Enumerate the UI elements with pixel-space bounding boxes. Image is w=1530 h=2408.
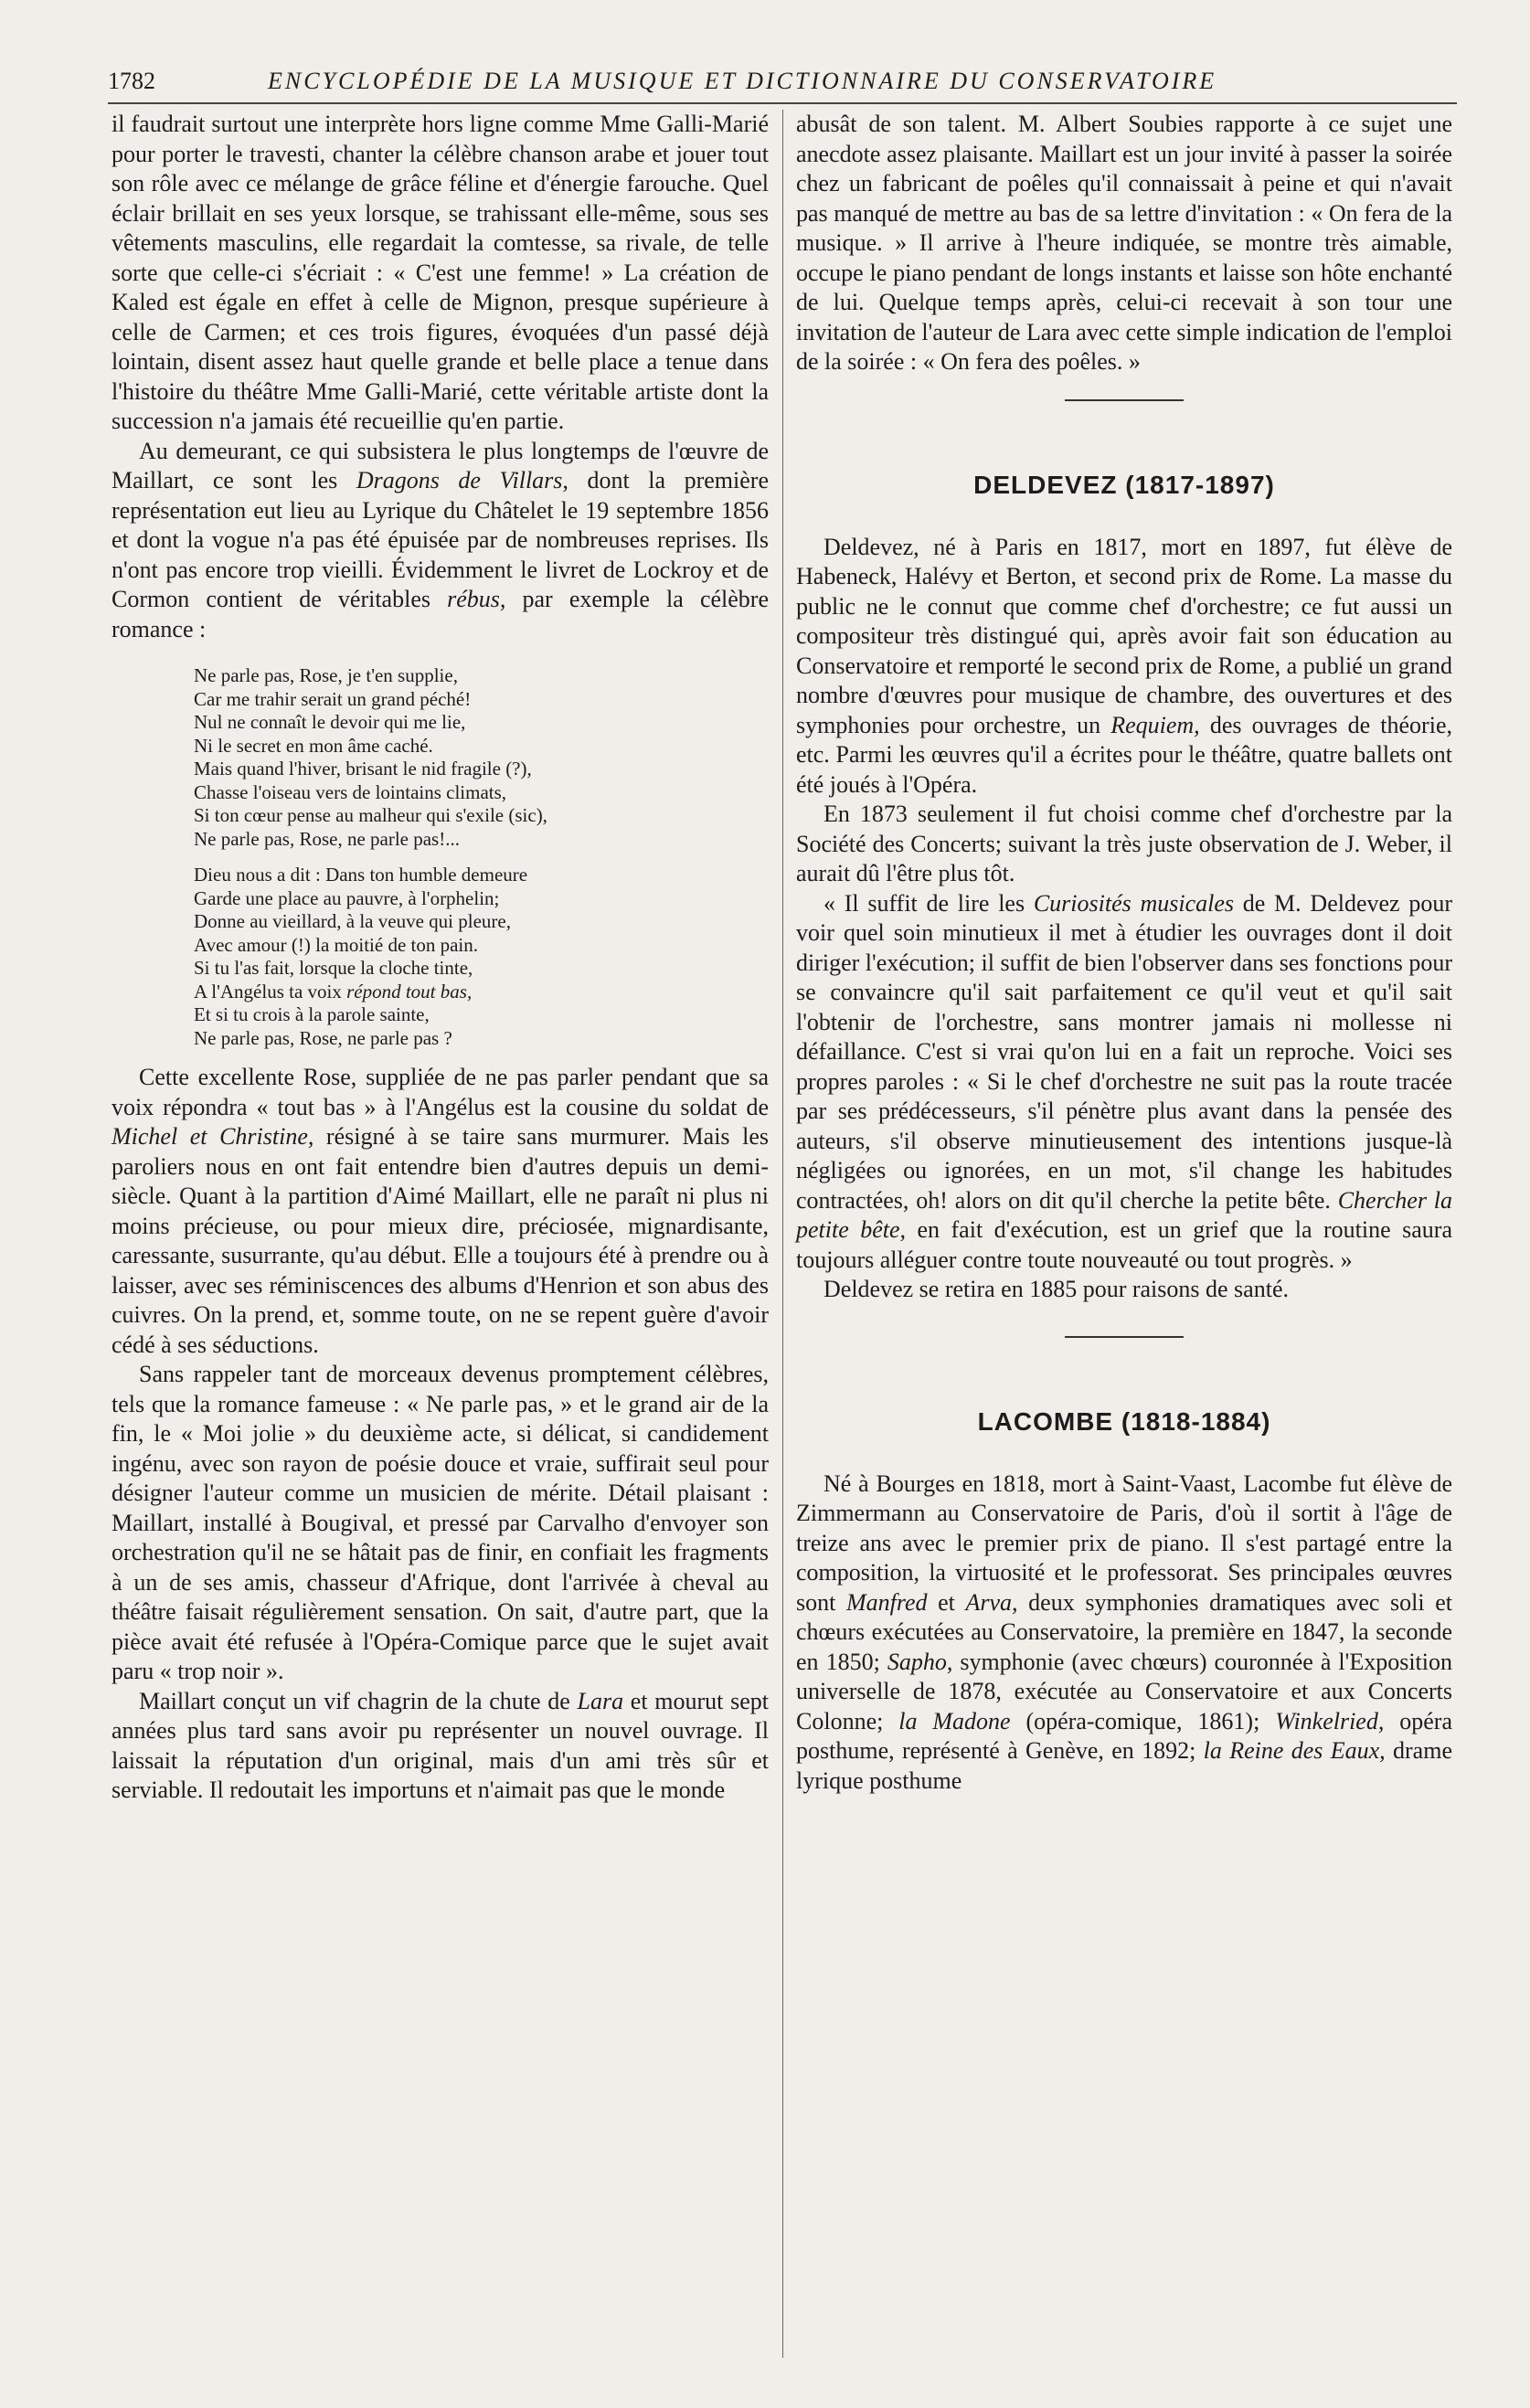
section-heading-lacombe: LACOMBE (1818-1884)	[977, 1406, 1271, 1436]
verse-line: Car me trahir serait un grand péché!	[194, 687, 472, 710]
paragraph: Sans rappeler tant de morceaux devenus promptement célèbres, tels que la romance fameuse : « Ne parle pas, » et le grand air de la fin, le « Moi jolie » du deuxième acte, si délicat, si candidement ingénu, avec son rayon de poésie douce et vraie, suffirait seul pour désigner l'auteur comme un musicien de mérite. Détail plaisant : Maillart, installé à Bougival, et pressé par Carvalho d'envoyer son orchestration qu'il ne se hâtait pas de finir, en confiait les fragments à un de ses amis, chasseur d'Afrique, dont l'arrivée à cheval au théâtre faisait régulièrement sensation. On sait, d'autre part, que la pièce avait été refusée à l'Opéra-Comique parce que le sujet avait paru « trop noir ».	[112, 1361, 769, 1684]
verse-line: Si ton cœur pense au malheur qui s'exile (sic),	[194, 804, 547, 826]
paragraph: Maillart conçut un vif chagrin de la chute de Lara et mourut sept années plus tard sans avoir pu représenter un nouvel ouvrage. Il laissait la réputation d'un original, mais d'un ami très sûr et serviable. Il redoutait les importuns et n'aimait pas que le monde	[112, 1687, 769, 1803]
verse-line: Ni le secret en mon âme caché.	[194, 734, 433, 757]
stanza-gap	[194, 851, 769, 864]
column-divider	[782, 110, 783, 2358]
paragraph: Au demeurant, ce qui subsistera le plus longtemps de l'œuvre de Maillart, ce sont les Dragons de Villars, dont la première représentation eut lieu au Lyrique du Châtelet le 19 septembre 1856 et dont la vogue n'a pas été épuisée par de nombreuses reprises. Ils n'ont pas encore trop vieilli. Évidemment le livret de Lockroy et de Cormon contient de véritables rébus, par exemple la célèbre romance :	[112, 437, 769, 642]
verse-line: Nul ne connaît le devoir qui me lie,	[194, 711, 466, 733]
paragraph: Cette excellente Rose, suppliée de ne pas parler pendant que sa voix répondra « tout bas » à l'Angélus est la cousine du soldat de Michel et Christine, résigné à se taire sans murmurer. Mais les paroliers nous en ont fait entendre bien d'autres depuis un demi-siècle. Quant à la partition d'Aimé Maillart, elle ne paraît ni plus ni moins précieuse, ou pour mieux dire, préciosée, mignardisante, caressante, susurrante, qu'au début. Elle a toujours été à prendre ou à laisser, avec ses réminiscences des albums d'Henrion et son abus des cuivres. On la prend, et, somme toute, on ne se repent guère d'avoir cédé à ses séductions.	[112, 1064, 769, 1358]
verse-line: Ne parle pas, Rose, je t'en supplie,	[194, 664, 458, 686]
page-number: 1782	[108, 68, 155, 94]
verse-line: Donne au vieillard, à la veuve qui pleure,	[194, 910, 511, 932]
verse-line: Garde une place au pauvre, à l'orphelin;	[194, 886, 500, 909]
paragraph: abusât de son talent. M. Albert Soubies rapporte à ce sujet une anecdote assez plaisante. Maillart est un jour invité à passer la soirée chez un fabricant de poêles qu'il connaissait à peine et qui n'avait pas manqué de mettre au bas de sa lettre d'invitation : « On fera de la musique. » Il arrive à l'heure indiquée, se montre très aimable, occupe le piano pendant de longs instants et laisse son hôte enchanté de lui. Quelque temps après, celui-ci recevait à son tour une invitation de l'auteur de Lara avec cette simple indication de l'emploi de la soirée : « On fera des poêles. »	[796, 111, 1452, 375]
paragraph: Né à Bourges en 1818, mort à Saint-Vaast, Lacombe fut élève de Zimmermann au Conservatoire de Paris, d'où il sortit à l'âge de treize ans avec le premier prix de piano. Il s'est partagé entre la composition, la virtuosité et le professorat. Ses principales œuvres sont Manfred et Arva, deux symphonies dramatiques avec soli et chœurs exécutées au Conservatoire, la première en 1847, la seconde en 1850; Sapho, symphonie (avec chœurs) couronnée à l'Exposition universelle de 1878, exécutée au Conservatoire et aux Concerts Colonne; la Madone (opéra-comique, 1861); Winkelried, opéra posthume, représenté à Genève, en 1892; la Reine des Eaux, drame lyrique posthume	[796, 1469, 1452, 1794]
verse-line: Dieu nous a dit : Dans ton humble demeure	[194, 864, 528, 886]
paragraph: Deldevez, né à Paris en 1817, mort en 1897, fut élève de Habeneck, Halévy et Berton, et second prix de Rome. La masse du public ne le connut que comme chef d'orchestre; ce fut aussi un compositeur très distingué qui, après avoir fait son éducation au Conservatoire et remporté le second prix de Rome, a publié un grand nombre d'œuvres pour musique de chambre, des ouvertures et des symphonies pour orchestre, un Requiem, des ouvrages de théorie, etc. Parmi les œuvres qu'il a écrites pour le théâtre, quatre ballets ont été joués à l'Opéra.	[796, 533, 1452, 798]
romance-verse	[194, 664, 769, 1050]
section-separator	[1065, 1336, 1184, 1338]
verse-line: Ne parle pas, Rose, ne parle pas ?	[194, 1026, 452, 1049]
running-title: ENCYCLOPÉDIE DE LA MUSIQUE ET DICTIONNAIRE DU CONSERVATOIRE	[268, 68, 1217, 94]
paragraph: Deldevez se retira en 1885 pour raisons de santé.	[823, 1276, 1289, 1302]
section-separator	[1065, 399, 1184, 401]
verse-line: Ne parle pas, Rose, ne parle pas!...	[194, 827, 460, 850]
right-column	[796, 110, 1452, 1796]
verse-line: Avec amour (!) la moitié de ton pain.	[194, 933, 479, 956]
verse-line: Si tu l'as fait, lorsque la cloche tinte,	[194, 957, 473, 979]
verse-line: A l'Angélus ta voix répond tout bas,	[194, 980, 473, 1002]
paragraph: « Il suffit de lire les Curiosités musicales de M. Deldevez pour voir quel soin minutieux il met à étudier les ouvrages dont il doit diriger l'exécution; il suffit de bien l'observer dans ses fonctions pour se convaincre qu'il sait parfaitement ce qu'il veut et qu'il sait l'obtenir de l'orchestre, sans montrer jamais ni mollesse ni défaillance. C'est si vrai qu'on lui en a fait un reproche. Voici ses propres paroles : « Si le chef d'orchestre ne suit pas la route tracée par ses prédécesseurs, s'il pénètre plus avant dans la pensée des auteurs, s'il observe minutieusement des intentions jusque-là négligées ou ignorées, en un mot, s'il change les habitudes contractées, oh! alors on dit qu'il cherche la petite bête. Chercher la petite bête, en fait d'exécution, est un grief que la routine saura toujours alléguer contre toute nouveauté ou tout progrès. »	[796, 889, 1452, 1273]
verse-line: Et si tu crois à la parole sainte,	[194, 1003, 430, 1025]
page-header	[108, 64, 1457, 104]
section-heading-deldevez: DELDEVEZ (1817-1897)	[973, 470, 1275, 499]
verse-line: Mais quand l'hiver, brisant le nid fragile (?),	[194, 758, 532, 780]
paragraph: il faudrait surtout une interprète hors ligne comme Mme Galli-Marié pour porter le travesti, chanter la célèbre chanson arabe et jouer tout son rôle avec ce mélange de grâce féline et d'énergie farouche. Quel éclair brillait en ses yeux lorsque, se trahissant elle-même, sous ses vêtements masculins, elle regardait la comtesse, sa rivale, de telle sorte que celle-ci s'écriait : « C'est une femme! » La création de Kaled est égale en effet à celle de Mignon, presque supérieure à celle de Carmen; et ces trois figures, évoquées d'un passé déjà lointain, disent assez haut quelle grande et belle place a tenue dans l'histoire du théâtre Mme Galli-Marié, cette véritable artiste dont la succession n'a jamais été recueillie qu'en partie.	[112, 111, 769, 434]
left-column	[112, 110, 769, 1806]
verse-line: Chasse l'oiseau vers de lointains climats,	[194, 780, 507, 803]
paragraph: En 1873 seulement il fut choisi comme chef d'orchestre par la Société des Concerts; suivant la très juste observation de J. Weber, il aurait dû l'être plus tôt.	[796, 801, 1452, 886]
